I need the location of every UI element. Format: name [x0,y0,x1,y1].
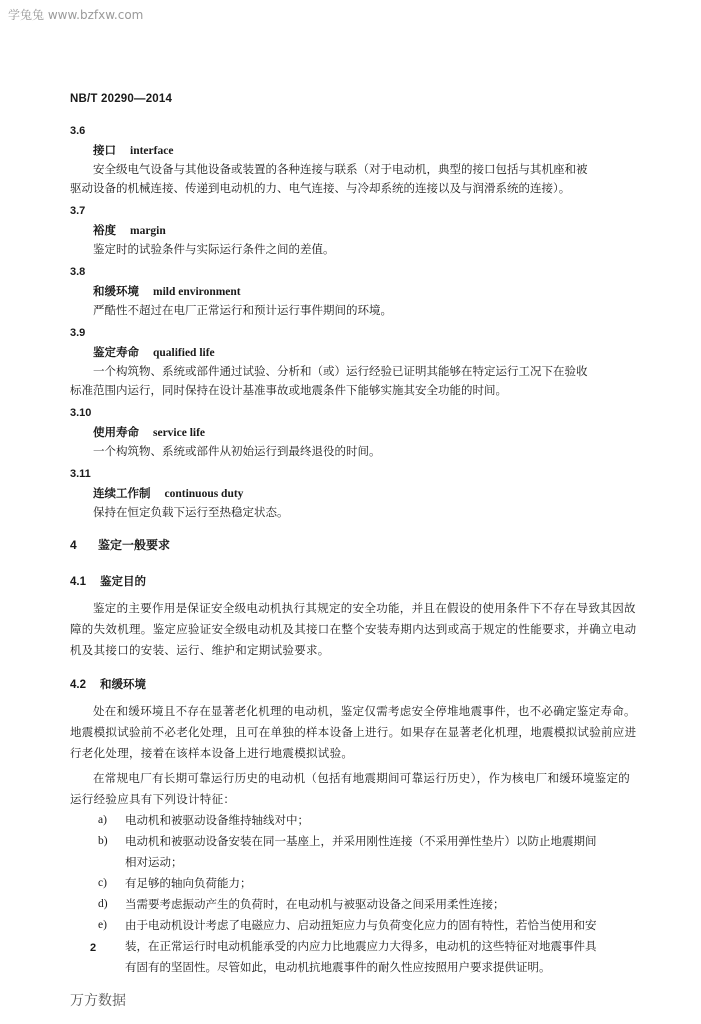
watermark-top: 学兔兔 www.bzfxw.com [8,8,144,22]
list-item [70,894,640,915]
term-cn: 连续工作制 [93,486,151,500]
section-number: 4 [70,538,77,552]
subsection-heading [70,572,640,594]
term-definition: 严酷性不超过在电厂正常运行和预计运行事件期间的环境。 [93,303,392,317]
term-definition: 鉴定时的试验条件与实际运行条件之间的差值。 [93,242,335,256]
subsection-number: 4.2 [70,679,86,691]
document-body [70,118,640,978]
paragraph: 鉴定的主要作用是保证安全级电动机执行其规定的安全功能，并且在假设的使用条件下不存在导致其因故障的失效机理。鉴定应验证安全级电动机及其接口在整个安装寿期内达到或高于规定的性能要求，并确立电动机及其接口的安装、运行、维护和定期试验要求。 [70,601,637,657]
list-item [70,810,640,831]
term-title [70,423,640,442]
paragraph: 在常规电厂有长期可靠运行历史的电动机（包括有地震期间可靠运行历史），作为核电厂和缓环境鉴定的运行经验应具有下列设计特征： [70,771,631,806]
term-definition-cont: 标准范围内运行，同时保持在设计基准事故或地震条件下能够实施其安全功能的时间。 [70,383,507,397]
term-cn: 裕度 [93,223,116,237]
term-number: 3.9 [70,327,86,339]
term-cn: 接口 [93,143,116,157]
subsection-heading [70,675,640,697]
term-cn: 使用寿命 [93,425,139,439]
watermark-bottom: 万方数据 [70,993,126,1009]
term-number: 3.7 [70,205,86,217]
term-definition: 一个构筑物、系统或部件从初始运行到最终退役的时间。 [93,444,381,458]
term-definition-cont: 驱动设备的机械连接、传递到电动机的力、电气连接、与冷却系统的连接以及与润滑系统的连接）。 [70,181,571,195]
term-number: 3.11 [70,468,91,480]
term-title [70,141,640,160]
list-item [70,873,640,894]
list-text: 电动机和被驱动设备维持轴线对中； [125,813,309,827]
list-text: 由于电动机设计考虑了电磁应力、启动扭矩应力与负荷变化应力的固有特性，若恰当使用和安 [125,918,597,932]
term-definition: 一个构筑物、系统或部件通过试验、分析和（或）运行经验已证明其能够在特定运行工况下在验收 [93,364,588,378]
list-marker: b) [98,835,108,847]
list-text: 装，在正常运行时电动机能承受的内应力比地震应力大得多，电动机的这些特征对地震事件具 [125,939,597,953]
subsection-title: 鉴定目的 [100,574,146,588]
list-text: 相对运动； [125,855,183,869]
list-marker: c) [98,877,107,889]
term-number: 3.10 [70,407,92,419]
list-marker: a) [98,814,107,826]
term-title [70,343,640,362]
term-number: 3.6 [70,125,86,137]
term-en: margin [130,225,166,237]
term-cn: 和缓环境 [93,284,139,298]
list-text: 电动机和被驱动设备安装在同一基座上，并采用刚性连接（不采用弹性垫片）以防止地震期间 [125,834,597,848]
subsection-title: 和缓环境 [100,677,146,691]
paragraph: 处在和缓环境且不存在显著老化机理的电动机，鉴定仅需考虑安全停堆地震事件，也不必确定鉴定寿命。地震模拟试验前不必老化处理，且可在单独的样本设备上进行。如果存在显著老化机理，地震模拟试验前应进行老化处理，接着在该样本设备上进行地震模拟试验。 [70,704,637,760]
section-heading [70,536,640,558]
list-text: 有足够的轴向负荷能力； [125,876,252,890]
list-marker: e) [98,919,107,931]
list-text: 有固有的坚固性。尽管如此，电动机抗地震事件的耐久性应按照用户要求提供证明。 [125,960,551,974]
list-item [70,915,640,978]
term-definition: 安全级电气设备与其他设备或装置的各种连接与联系（对于电动机，典型的接口包括与其机座和被 [93,162,588,176]
term-en: mild environment [153,286,241,298]
term-title [70,221,640,240]
list-item [70,831,640,873]
term-definition: 保持在恒定负载下运行至热稳定状态。 [93,505,289,519]
term-title [70,484,640,503]
list-text: 当需要考虑振动产生的负荷时，在电动机与被驱动设备之间采用柔性连接； [125,897,505,911]
section-title: 鉴定一般要求 [98,538,171,552]
standard-code: NB/T 20290—2014 [70,93,173,105]
term-en: interface [130,145,174,157]
list-marker: d) [98,898,108,910]
page-number: 2 [90,942,97,954]
term-en: continuous duty [164,488,244,500]
term-en: qualified life [153,347,215,359]
term-cn: 鉴定寿命 [93,345,139,359]
subsection-number: 4.1 [70,576,86,588]
term-en: service life [153,427,206,439]
term-number: 3.8 [70,266,86,278]
term-title [70,282,640,301]
